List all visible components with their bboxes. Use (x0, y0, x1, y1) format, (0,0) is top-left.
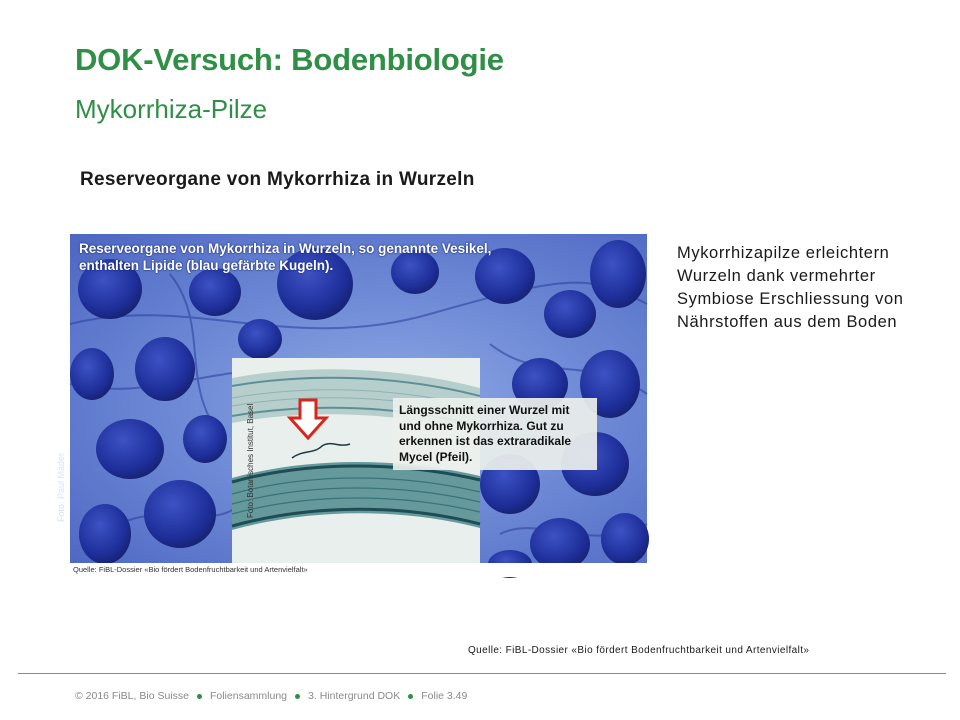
footer-copyright: © 2016 FiBL, Bio Suisse (75, 690, 189, 702)
source-note: Quelle: FiBL-Dossier «Bio fördert Bodenfruchtbarkeit und Artenvielfalt» (468, 645, 810, 656)
section-heading: Reserveorgane von Mykorrhiza in Wurzeln (80, 169, 475, 190)
figure-source: Quelle: FiBL-Dossier «Bio fördert Bodenfruchtbarkeit und Artenvielfalt» (70, 563, 650, 577)
figure-caption: Reserveorgane von Mykorrhiza in Wurzeln, so genannte Vesikel, enthalten Lipide (blau gefärbte Kugeln). (79, 241, 492, 273)
body-text: Mykorrhizapilze erleichtern Wurzeln dank vermehrter Symbiose Erschliessung von Nährstoffen aus dem Boden (677, 244, 904, 331)
footer-collection: Foliensammlung (209, 690, 288, 702)
inset-caption: Längsschnitt einer Wurzel mit und ohne Mykorrhiza. Gut zu erkennen ist das extraradikale Mycel (Pfeil). (393, 398, 597, 470)
footer (75, 690, 467, 702)
inset-photo-credit: Foto: Botanisches Institut, Basel (246, 403, 255, 518)
bullet-separator-icon (197, 694, 202, 699)
footer-divider (18, 673, 946, 674)
slide-subtitle: Mykorrhiza-Pilze (75, 94, 268, 124)
micrograph-figure (56, 234, 647, 577)
bullet-separator-icon (295, 694, 300, 699)
footer-chapter: 3. Hintergrund DOK (308, 690, 401, 702)
bullet-separator-icon (408, 694, 413, 699)
footer-slide-number: Folie 3.49 (421, 690, 468, 702)
slide-title: DOK-Versuch: Bodenbiologie (75, 42, 504, 77)
photo-credit: Foto: Paul Mäder (56, 452, 66, 522)
